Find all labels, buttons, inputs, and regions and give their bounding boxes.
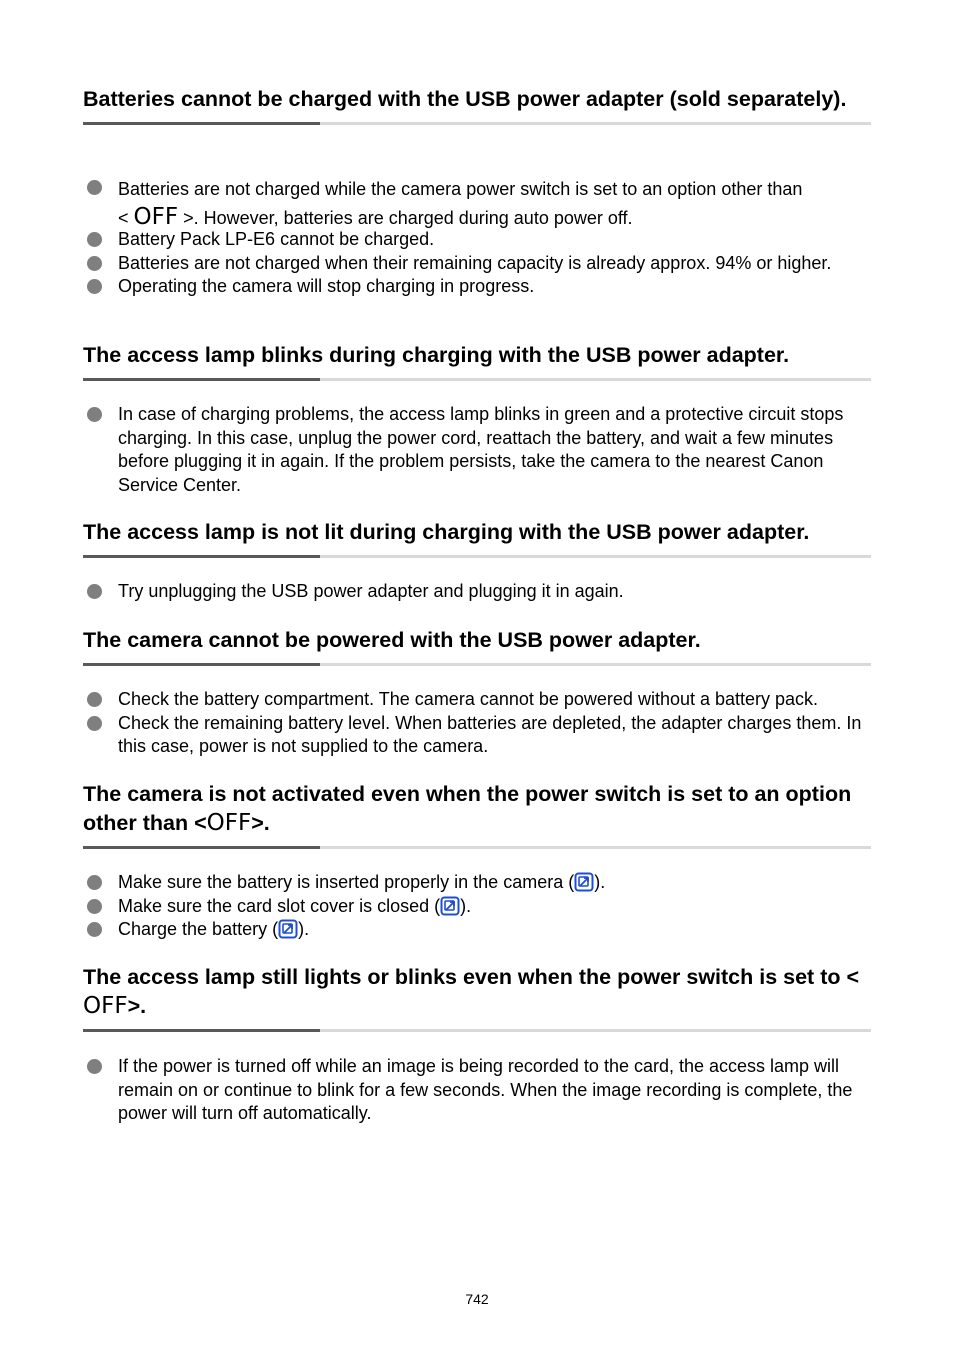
- bullet-dot-icon: [87, 1059, 102, 1074]
- page-number: 742: [465, 1291, 489, 1307]
- list-item: Try unplugging the USB power adapter and plugging it in again.: [83, 580, 873, 604]
- section-heading: The camera is not activated even when the power switch is set to an option other than <OFF>.: [83, 782, 852, 836]
- bullet-dot-icon: [87, 180, 102, 195]
- bullet-dot-icon: [87, 899, 102, 914]
- section-not-lit: [83, 518, 871, 558]
- section-charging: [83, 85, 871, 125]
- list-item: In case of charging problems, the access lamp blinks in green and a protective circuit stops charging. In this case, unplug the power cord, reattach the battery, and wait a few minutes before plugging it in again. If the problem persists, take the camera to the nearest Canon Service Center.: [83, 403, 873, 497]
- power-off-symbol: OFF: [83, 993, 128, 1019]
- list-item: Batteries are not charged when their remaining capacity is already approx. 94% or higher.: [83, 252, 873, 276]
- bullet-dot-icon: [87, 875, 102, 890]
- section-heading: Batteries cannot be charged with the USB power adapter (sold separately).: [83, 87, 847, 111]
- bullet-dot-icon: [87, 279, 102, 294]
- bullet-dot-icon: [87, 232, 102, 247]
- list-item: Check the remaining battery level. When batteries are depleted, the adapter charges them. In this case, power is not supplied to the camera.: [83, 712, 873, 759]
- heading-rule: [83, 122, 871, 125]
- list-item: Check the battery compartment. The camera cannot be powered without a battery pack.: [83, 688, 873, 712]
- heading-rule: [83, 663, 871, 666]
- bullet-dot-icon: [87, 407, 102, 422]
- section-heading: The access lamp is not lit during charging with the USB power adapter.: [83, 520, 810, 544]
- section-not-activated: [83, 780, 871, 849]
- page-link-icon[interactable]: [440, 896, 460, 916]
- section-heading: The camera cannot be powered with the USB power adapter.: [83, 628, 701, 652]
- section-blinking: [83, 341, 871, 381]
- list-item: Charge the battery ( ).: [83, 918, 873, 942]
- power-off-symbol: OFF: [133, 204, 179, 230]
- heading-rule: [83, 1029, 871, 1032]
- bullet-dot-icon: [87, 256, 102, 271]
- heading-rule: [83, 555, 871, 558]
- list-item: If the power is turned off while an image is being recorded to the card, the access lamp will remain on or continue to blink for a few seconds. When the image recording is complete, the power will turn off automatically.: [83, 1055, 873, 1126]
- section-heading: The access lamp still lights or blinks even when the power switch is set to <OFF>.: [83, 965, 860, 1019]
- power-off-symbol: OFF: [206, 810, 252, 836]
- heading-rule: [83, 846, 871, 849]
- bullet-dot-icon: [87, 922, 102, 937]
- section-still-lights: [83, 963, 871, 1032]
- bullet-list: [83, 580, 873, 604]
- section-heading: The access lamp blinks during charging with the USB power adapter.: [83, 343, 790, 367]
- list-item: Battery Pack LP-E6 cannot be charged.: [83, 228, 873, 252]
- bullet-list: [83, 871, 873, 942]
- bullet-list: [83, 1055, 873, 1126]
- page-link-icon[interactable]: [574, 872, 594, 892]
- heading-rule: [83, 378, 871, 381]
- list-item: Make sure the card slot cover is closed ( ).: [83, 895, 873, 919]
- bullet-dot-icon: [87, 716, 102, 731]
- bullet-dot-icon: [87, 692, 102, 707]
- list-item: Make sure the battery is inserted properly in the camera ( ).: [83, 871, 873, 895]
- list-item: Operating the camera will stop charging in progress.: [83, 275, 873, 299]
- bullet-list: [83, 688, 873, 759]
- bullet-list: [83, 403, 873, 497]
- page-link-icon[interactable]: [278, 919, 298, 939]
- section-cannot-power: [83, 626, 871, 666]
- list-item: Batteries are not charged while the camera power switch is set to an option other than < OFF >. However, batteries are charged during auto power off.: [83, 175, 873, 232]
- bullet-dot-icon: [87, 584, 102, 599]
- bullet-list: [83, 175, 873, 299]
